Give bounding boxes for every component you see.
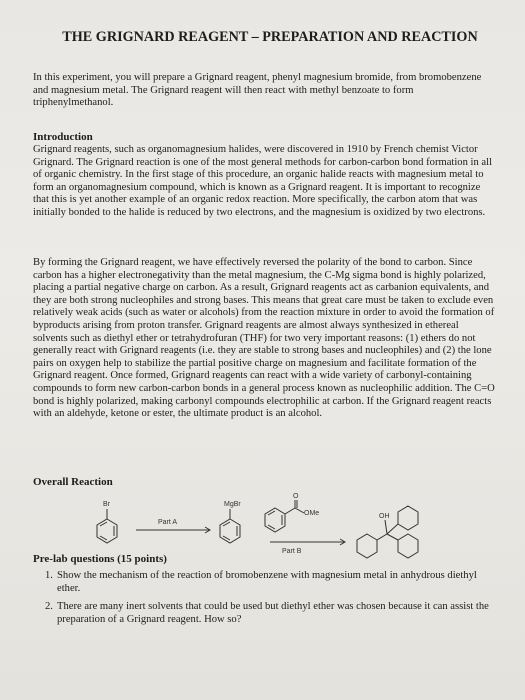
label-part-a: Part A	[158, 519, 178, 526]
reaction-scheme	[40, 493, 480, 558]
label-o: O	[293, 493, 299, 500]
label-mgbr: MgBr	[224, 501, 241, 508]
intro-paragraph: In this experiment, you will prepare a Grignard reagent, phenyl magnesium bromide, from bromobenzene and magnesium metal. The Grignard reagent will then react with methyl benzoate to form triphenylmethanol.	[33, 72, 482, 109]
overall-reaction-heading: Overall Reaction	[33, 476, 113, 488]
introduction-heading: Introduction	[33, 131, 93, 143]
prelab-question	[33, 601, 493, 626]
label-part-b: Part B	[282, 548, 302, 555]
page-title: THE GRIGNARD REAGENT – PREPARATION AND REACTION	[62, 29, 478, 45]
prelab-question-list	[33, 568, 493, 626]
triphenylmethanol-ring-left	[357, 534, 377, 558]
label-ome: OMe	[304, 510, 320, 517]
triphenylmethanol-ring-right	[398, 534, 418, 558]
triphenylmethanol-ring-top	[398, 506, 418, 530]
label-oh: OH	[379, 513, 390, 520]
question-text: There are many inert solvents that could be used but diethyl ether was chosen because it can assist the preparation of a Grignard reagent. How so?	[57, 601, 489, 625]
question-number: 2.	[45, 601, 53, 613]
body-paragraph: By forming the Grignard reagent, we have effectively reversed the polarity of the bond to carbon. Since carbon has a higher electronegativity than the metal magnesium, the C-Mg sigma bond is highly polarized, placing a partial negative charge on carbon. As a result, Grignard reagents act as carbanion equivalents, and they are both strong nucleophiles and strong bases. This means that great care must be taken to exclude even relatively weak acids (such as water or alcohols) from the reaction mixture in order to avoid the formation of byproducts arising from proton transfer. Grignard reagents are almost always synthesized in ethereal solvents such as diethyl ether or tetrahydrofuran (THF) for two very important reasons: (1) ethers do not generally react with Grignard reagents (i.e. they are stable to strong bases and nucleophiles) and (2) the lone pairs on oxygen help to stabilize the partial positive charge on magnesium and facilitate formation of the Grignard reagent. Once formed, Grignard reagents can react with a wide variety of carbonyl-containing compounds to form new carbon-carbon bonds in a general process known as nucleophilic addition. The C=O bond is highly polarized, making carbonyl compounds electrophilic at carbon. If the Grignard reagent reacts with an aldehyde, ketone or ester, the ultimate product is an alcohol.	[33, 257, 495, 420]
reaction-scheme-drawing	[40, 493, 480, 558]
prelab-heading: Pre-lab questions (15 points)	[33, 553, 167, 565]
prelab-question	[33, 570, 493, 595]
question-number: 1.	[45, 570, 53, 581]
introduction-paragraph: Grignard reagents, such as organomagnesium halides, were discovered in 1910 by French chemist Victor Grignard. The Grignard reaction is one of the most general methods for carbon-carbon bond formation in all of organic chemistry. In the first stage of this procedure, an organic halide reacts with magnesium metal to form an organomagnesium compound, which is known as a Grignard reagent. It is important to recognize that this is yet another example of an organic redox reaction. More specifically, the carbon atom that was initially bonded to the halide is reduced by two electrons, and the magnesium is oxidized by two electrons.	[33, 144, 493, 218]
label-br: Br	[103, 501, 110, 508]
question-text: Show the mechanism of the reaction of bromobenzene with magnesium metal in anhydrous diethyl ether.	[57, 570, 477, 594]
